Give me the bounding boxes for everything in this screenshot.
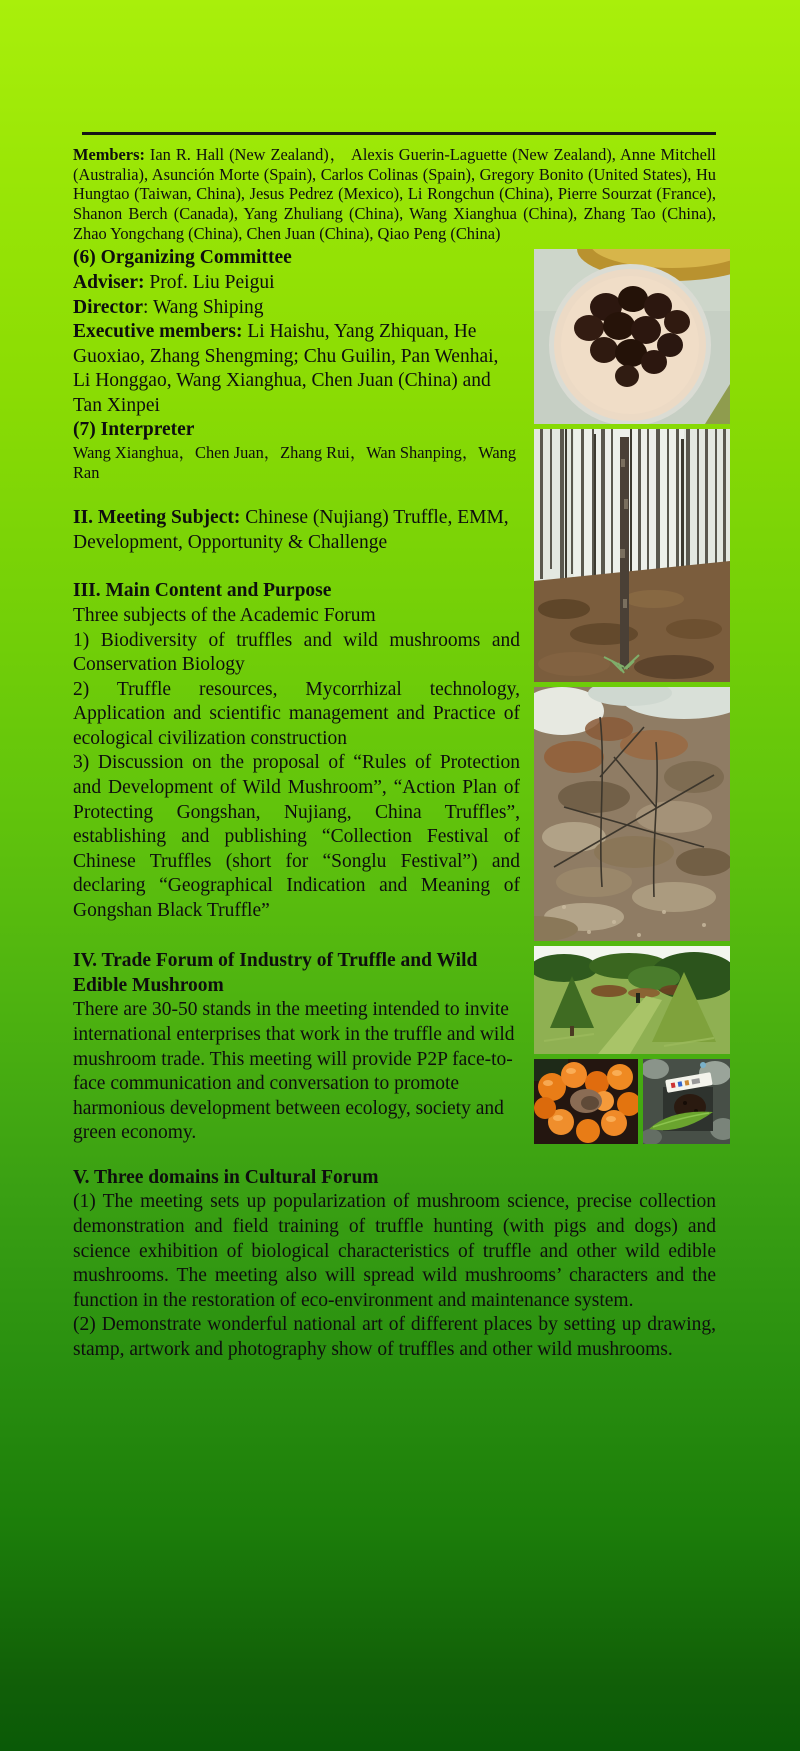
trade-forum-heading: IV. Trade Forum of Industry of Truffle and Wild Edible Mushroom [73,950,478,996]
meeting-subject-label: II. Meeting Subject: [73,507,241,529]
cultural-forum-heading: V. Three domains in Cultural Forum [73,1166,379,1188]
director-name: : Wang Shiping [143,296,264,318]
executive-members-names: Li Haishu, Yang Zhiquan, He Guoxiao, Zhang Shengming; Chu Guilin, Pan Wenhai, Li Honggao, Wang Xianghua, Chen Juan (China) and Tan Xinpei [73,321,499,416]
top-divider [82,132,716,135]
photo-pine-forest [534,429,730,682]
academic-item-2: 2) Truffle resources, Mycorrhizal technology, Application and scientific management and Practice of ecological civilization construction [73,678,520,749]
members-label: Members: [73,145,145,164]
trade-forum-text: There are 30-50 stands in the meeting intended to invite international enterprises that work in the truffle and wild mushroom trade. This meeting will provide P2P face-to-face communication and conversation to promote harmonious development between ecology, society and green economy. [73,999,515,1144]
adviser-label: Adviser: [73,272,145,293]
cultural-item-1: (1) The meeting sets up popularization of mushroom science, precise collection demonstration and field training of truffle hunting (with pigs and dogs) and science exhibition of biological characteristics of truffle and other wild edible mushrooms. The meeting also will spread wild mushrooms’ characters and the function in the restoration of eco-environment and maintenance system. [73,1191,716,1311]
academic-item-1: 1) Biodiversity of truffles and wild mushrooms and Conservation Biology [73,629,520,676]
photo-truffle-plantation [534,946,730,1054]
photo-orange-fungus [534,1059,638,1144]
interpreter-names: Wang Xianghua，Chen Juan，Zhang Rui，Wan Shanping，Wang Ran [73,442,517,482]
executive-members-label: Executive members: [73,321,243,343]
shrub-hillside-image [534,687,730,941]
photo-leaf-and-truffle-on-rock [643,1059,730,1144]
director-label: Director [73,296,144,318]
meeting-subject-text: Chinese (Nujiang) Truffle, EMM, Development, Opportunity & Challenge [73,507,509,553]
organizing-committee-heading: (6) Organizing Committee [73,247,292,269]
main-content-heading: III. Main Content and Purpose [73,580,332,602]
cultural-item-2: (2) Demonstrate wonderful national art of different places by setting up drawing, stamp, artwork and photography show of truffles and other wild mushrooms. [73,1314,716,1360]
photo-column [534,249,730,1149]
flyer-content [73,145,730,1362]
truffles-in-bowl-image [534,249,730,424]
members-text: Ian R. Hall (New Zealand)， Alexis Guerin-Laguette (New Zealand), Anne Mitchell (Australia), Asunción Morte (Spain), Carlos Colinas (Spain), Gregory Bonito (United States), Hu Hungtao (Taiwan, China), Jesus Pedrez (Mexico), Li Rongchun (China), Pierre Sourzat (France), Shanon Berch (Canada), Yang Zhuliang (China), Wang Xianghua (China), Zhang Tao (China), Zhao Yongchang (China), Chen Juan (China), Qiao Peng (China) [73,145,716,243]
adviser-name: Prof. Liu Peigui [144,272,275,293]
photo-shrub-hillside [534,687,730,941]
orange-fungus-image [534,1059,638,1144]
members-paragraph [73,145,716,243]
pine-forest-image [534,429,730,682]
academic-item-3: 3) Discussion on the proposal of “Rules of Protection and Development of Wild Mushroom”, “Action Plan of Protecting Gongshan, Nujiang, China Truffles”, establishing and publishing “Collection Festival of Chinese Truffles (short for “Songlu Festival”) and declaring “Geographical Indication and Meaning of Gongshan Black Truffle” [73,752,520,921]
leaf-and-truffle-image [643,1059,730,1144]
truffle-plantation-image [534,946,730,1054]
interpreter-heading: (7) Interpreter [73,419,195,441]
photo-truffles-in-bowl [534,249,730,424]
academic-forum-intro: Three subjects of the Academic Forum [73,605,376,626]
photo-small-row [534,1059,730,1149]
